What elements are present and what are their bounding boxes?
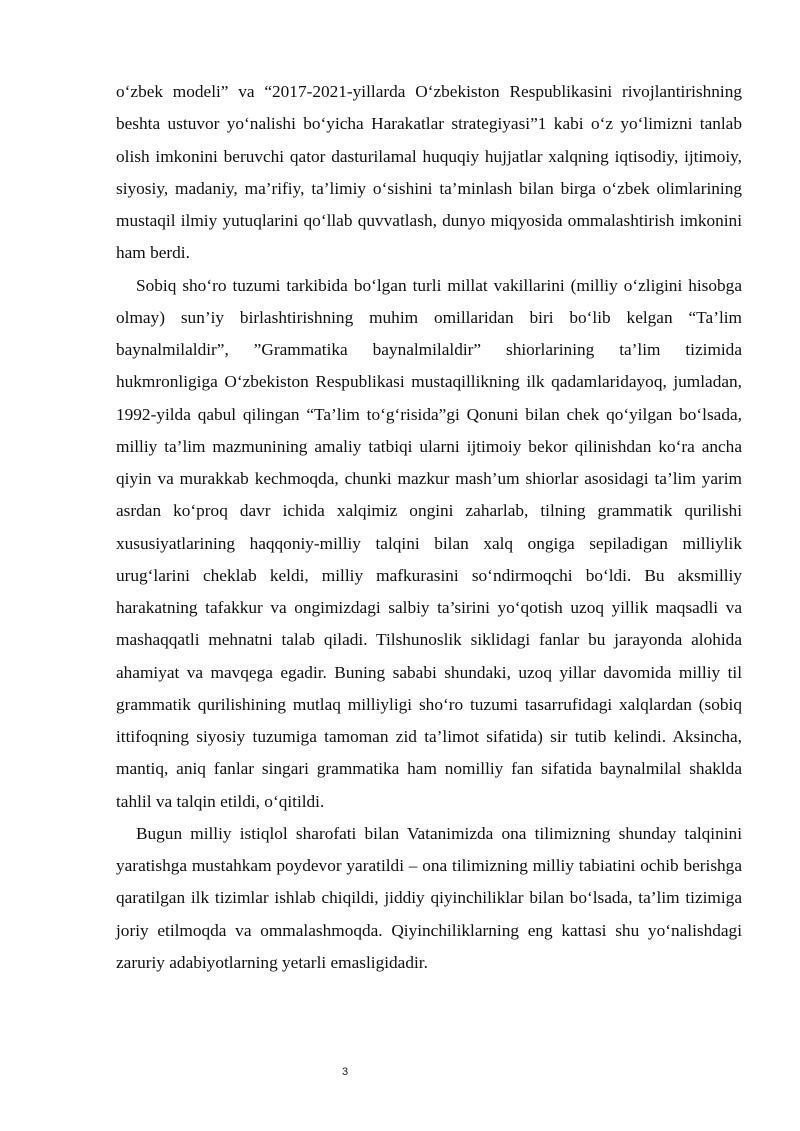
paragraph: Sobiq sho‘ro tuzumi tarkibida bo‘lgan turli millat vakillarini (milliy o‘zligini hisobga olmay) sun’iy birlashtirishning muhim omillaridan biri bo‘lib kelgan “Ta’lim baynalmilaldir”, ”Grammatika baynalmilaldir” shiorlarining ta’lim tizimida hukmronligiga O‘zbekiston Respublikasi mustaqillikning ilk qadamlaridayoq, jumladan, 1992-yilda qabul qilingan “Ta’lim to‘g‘risida”gi Qonuni bilan chek qo‘yilgan bo‘lsada, milliy ta’lim mazmunining amaliy tatbiqi ularni ijtimoiy bekor qilinishdan ko‘ra ancha qiyin va murakkab kechmoqda, chunki mazkur mash’um shiorlar asosidagi ta’lim yarim asrdan ko‘proq davr ichida xalqimiz ongini zaharlab, tilning grammatik qurilishi xususiyatlarining haqqoniy-milliy talqini bilan xalq ongiga sepiladigan milliylik urug‘larini cheklab keldi, milliy mafkurasini so‘ndirmoqchi bo‘ldi. Bu aksmilliy harakatning tafakkur va ongimizdagi salbiy ta’sirini yo‘qotish uzoq yillik maqsadli va mashaqqatli mehnatni talab qiladi. Tilshunoslik siklidagi fanlar bu jarayonda alohida ahamiyat va mavqega egadir. Buning sababi shundaki, uzoq yillar davomida milliy til grammatik qurilishining mutlaq milliyligi sho‘ro tuzumi tasarrufidagi xalqlardan (sobiq ittifoqning siyosiy tuzumiga tamoman zid ta’limot sifatida) sir tutib kelindi. Aksincha, mantiq, aniq fanlar singari grammatika ham nomilliy fan sifatida baynalmilal shaklda tahlil va talqin etildi, o‘qitildi. (116, 275, 742, 811)
page-number: 3 (341, 1066, 349, 1078)
paragraph-continued: o‘zbek modeli” va “2017-2021-yillarda O‘zbekiston Respublikasini rivojlantirishning beshta ustuvor yo‘nalishi bo‘yicha Harakatlar strategiyasi”1 kabi o‘z yo‘limizni tanlab olish imkonini beruvchi qator dasturilamal huquqiy hujjatlar xalqning iqtisodiy, ijtimoiy, siyosiy, madaniy, ma’rifiy, ta’limiy o‘sishini ta’minlash bilan birga o‘zbek olimlarining mustaqil ilmiy yutuqlarini qo‘llab quvvatlash, dunyo miqyosida ommalashtirish imkonini ham berdi. (116, 82, 742, 263)
paragraph: Bugun milliy istiqlol sharofati bilan Vatanimizda ona tilimizning shunday talqinini yaratishga mustahkam poydevor yaratildi – ona tilimizning milliy tabiatini ochib berishga qaratilgan ilk tizimlar ishlab chiqildi, jiddiy qiyinchiliklar bilan bo‘lsada, ta’lim tizimiga joriy etilmoqda va ommalashmoqda. Qiyinchiliklarning eng kattasi shu yo‘nalishdagi zaruriy adabiyotlarning yetarli emasligidadir. (116, 823, 742, 972)
page-body (116, 76, 742, 979)
